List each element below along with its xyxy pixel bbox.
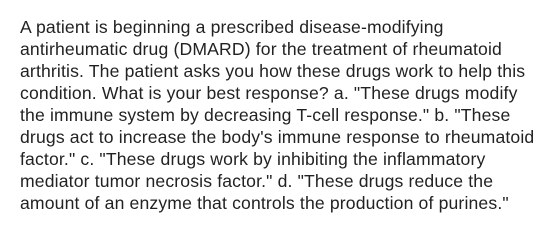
question-line: condition. What is your best response? a. "These drugs modify <box>20 83 518 103</box>
question-line: factor." c. "These drugs work by inhibiting the inflammatory <box>20 149 486 169</box>
question-line: the immune system by decreasing T-cell response." b. "These <box>20 105 511 125</box>
question-line: A patient is beginning a prescribed disease-modifying <box>20 17 444 37</box>
question-line: mediator tumor necrosis factor." d. "These drugs reduce the <box>20 171 494 191</box>
question-line: drugs act to increase the body's immune response to rheumatoid <box>20 127 535 147</box>
question-line: amount of an enzyme that controls the production of purines." <box>20 193 509 213</box>
question-line: arthritis. The patient asks you how these drugs work to help this <box>20 61 526 81</box>
question-text <box>20 16 550 214</box>
question-line: antirheumatic drug (DMARD) for the treatment of rheumatoid <box>20 39 502 59</box>
